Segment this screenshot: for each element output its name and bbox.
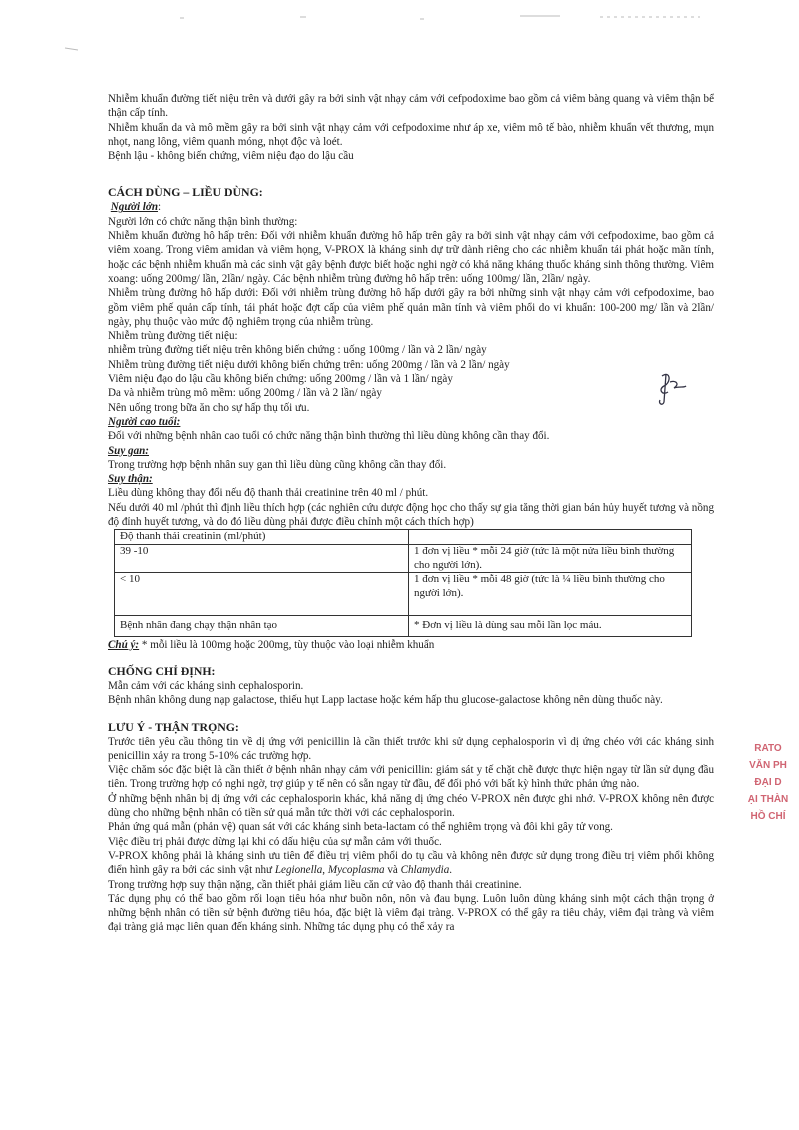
stamp-line: VĂN PH	[749, 760, 787, 771]
scan-noise-top	[0, 0, 799, 60]
note-text: * mỗi liều là 100mg hoặc 200mg, tùy thuộc vào loại nhiễm khuẩn	[139, 638, 435, 651]
contra-para: Bệnh nhân không dung nạp galactose, thiếu hụt Lapp lactase hoặc kém hấp thu glucose-galactose không nên dùng thuốc này.	[108, 694, 663, 707]
creatinine-table	[114, 529, 692, 636]
caution-para: Việc điều trị phải được dừng lại khi có dấu hiệu của sự mẫn cảm với thuốc.	[108, 835, 442, 848]
signature-mark	[650, 368, 690, 408]
table-row	[115, 616, 692, 637]
separator: ,	[322, 864, 328, 877]
dosage-para: Nhiễm trùng đường tiết niệu:	[108, 330, 238, 343]
intro-gonorrhea: Bệnh lậu - không biến chứng, viêm niệu đạo do lậu cầu	[108, 150, 354, 163]
dosage-heading: CÁCH DÙNG – LIỀU DÙNG:	[108, 185, 263, 200]
caution-para: Trong trường hợp suy thận nặng, cần thiết phải giảm liều căn cứ vào độ thanh thải creatinine.	[108, 878, 522, 891]
liver-label: Suy gan:	[108, 444, 149, 457]
note-label: Chú ý:	[108, 638, 140, 651]
stamp-line: ẠI THÀN	[747, 794, 789, 805]
liver-text: Trong trường hợp bệnh nhân suy gan thì liều dùng cũng không cần thay đổi.	[108, 458, 447, 471]
organism-chlamydia: Chlamydia	[400, 864, 450, 877]
dosage-para: Da và nhiễm trùng mô mềm: uống 200mg / lần và 2 lần/ ngày	[108, 387, 382, 400]
dosage-para: Nhiễm trùng đường tiết niệu dưới không biến chứng trên: uống 200mg / lần và 2 lần/ ngày	[108, 358, 510, 371]
contra-heading: CHỐNG CHỈ ĐỊNH:	[108, 663, 216, 678]
table-cell: 1 đơn vị liều * mỗi 48 giờ (tức là ¼ liều bình thường cho người lớn).	[409, 573, 692, 616]
elderly-label: Người cao tuổi:	[108, 415, 181, 428]
conjunction: và	[384, 864, 401, 877]
dosage-para: Nên uống trong bữa ăn cho sự hấp thụ tối ưu.	[108, 401, 310, 414]
kidney-text-1: Liều dùng không thay đổi nếu độ thanh thải creatinine trên 40 ml / phút.	[108, 487, 429, 500]
dosage-para: Nhiễm trùng đường hô hấp dưới: Đối với nhiễm trùng đường hô hấp dưới gây ra bởi những sinh vật nhạy cảm với cefpodoxime, bao gồm viêm phế quản cấp tính, tái phát hoặc đợt cấp của viêm phế quản mãn tính và viêm phổi do vi khuẩn: 100-200 mg/ lần và 2lần/ ngày, phụ thuộc vào mức độ nghiêm trọng của nhiễm trùng.	[108, 287, 714, 328]
caution-para: Tác dụng phụ có thể bao gồm rối loạn tiêu hóa như buồn nôn, nôn và đau bụng. Luôn luôn dùng kháng sinh một cách thận trọng ở những bệnh nhân có tiền sử bệnh đường tiêu hóa, đặc biệt là viêm đại tràng. V-PROX có thể gây ra tiêu chảy, viêm đại tràng và viêm đại tràng giả mạc liên quan đến kháng sinh. Những tác dụng phụ có thể xảy ra	[108, 892, 714, 934]
caution-para: Việc chăm sóc đặc biệt là cần thiết ở bệnh nhân nhạy cảm với penicillin: giám sát y tế chặt chẽ được thực hiện ngay từ lần sử dụng đầu tiên. Trong trường hợp có nghi ngờ, trợ giúp y tế nên có sẵn ngay từ đầu, để đối phó với bất kỳ hình thức phản ứng nào.	[108, 764, 714, 791]
stamp-line: RATO	[754, 743, 782, 754]
caution-text: V-PROX không phải là kháng sinh ưu tiên để điều trị viêm phổi do tụ cầu và không nên được sử dụng trong điều trị viêm phổi không điển hình gây ra bởi các sinh vật như	[108, 849, 714, 877]
table-header-row	[115, 530, 692, 545]
caution-para: Trước tiên yêu cầu thông tin về dị ứng với penicillin là cần thiết trước khi sử dụng cephalosporin vì dị ứng chéo với các kháng sinh penicillin xảy ra trong 5-10% các trường hợp.	[108, 735, 714, 762]
caution-para: Ở những bệnh nhân bị dị ứng với các cephalosporin khác, khả năng dị ứng chéo V-PROX nên được ghi nhớ. V-PROX không nên được dùng cho những bệnh nhân có tiền sử quá mẫn tức thời với các cephalosporin.	[108, 792, 714, 820]
elderly-text: Đối với những bệnh nhân cao tuổi có chức năng thận bình thường thì liều dùng không cần thay đổi.	[108, 430, 550, 443]
stamp-line: ĐẠI D	[754, 777, 782, 788]
table-cell: 39 -10	[115, 544, 409, 572]
dosage-para: nhiễm trùng đường tiết niệu trên không biến chứng : uống 100mg / lần và 2 lần/ ngày	[108, 344, 487, 357]
document-page	[108, 92, 714, 935]
contra-para: Mẫn cảm với các kháng sinh cephalosporin.	[108, 679, 304, 692]
dosage-para: Người lớn có chức năng thận bình thường:	[108, 215, 298, 228]
period: .	[449, 864, 453, 877]
table-cell: Bệnh nhân đang chạy thận nhân tạo	[115, 616, 409, 637]
intro-urinary: Nhiễm khuẩn đường tiết niệu trên và dưới gây ra bởi sinh vật nhạy cảm với cefpodoxime bao gồm cả viêm bàng quang và viêm thận bể thận cấp tính.	[108, 93, 714, 120]
dosage-para: Viêm niệu đạo do lậu cầu không biến chứng: uống 200mg / lần và 1 lần/ ngày	[108, 373, 453, 386]
adults-label: Người lớn	[110, 201, 159, 214]
table-row	[115, 544, 692, 572]
table-cell: 1 đơn vị liều * mỗi 24 giờ (tức là một nửa liều bình thường cho người lớn).	[409, 544, 692, 572]
dosage-para: Nhiễm khuẩn đường hô hấp trên: Đối với nhiễm khuẩn đường hô hấp trên gây ra bởi sinh vật nhạy cảm với cefpodoxime, bao gồm cả viêm xoang. Trong viêm amidan và viêm họng, V-PROX là kháng sinh dự trữ dành riêng cho các nhiễm khuẩn tái phát hoặc mãn tính, hoặc các bệnh nhiễm khuẩn mà các sinh vật gây bệnh được biết hoặc nghi ngờ có khả năng kháng thuốc kháng sinh thông thường. Viêm xoang: uống 200mg/ lần, 2lần/ ngày. Các bệnh nhiễm trùng đường hô hấp trên: uống 100mg/ lần, 2lần/ ngày.	[108, 230, 714, 285]
adults-colon: :	[158, 201, 162, 214]
table-row	[115, 573, 692, 616]
stamp-line: HỒ CHÍ	[750, 811, 786, 822]
table-header-empty	[409, 530, 692, 545]
note-line	[108, 638, 714, 652]
intro-skin: Nhiễm khuẩn da và mô mềm gây ra bởi sinh vật nhạy cảm với cefpodoxime như áp xe, viêm mô tế bào, nhiễm khuẩn vết thương, mụn nhọt, nang lông, viêm quanh móng, nhọt độc và loét.	[108, 121, 714, 148]
table-cell: * Đơn vị liều là dùng sau mỗi lần lọc máu.	[409, 616, 692, 637]
table-header: Độ thanh thải creatinin (ml/phút)	[115, 530, 409, 545]
kidney-label: Suy thận:	[108, 473, 153, 486]
caution-para-organisms	[108, 849, 714, 878]
adults-label-line	[108, 200, 714, 214]
organism-legionella: Legionella	[274, 864, 323, 877]
kidney-text-2: Nếu dưới 40 ml /phút thì định liều thích hợp (các nghiên cứu dược động học cho thấy sự gia tăng thời gian bán hủy huyết tương và nồng độ đỉnh huyết tương, và do đó liều dùng phải được điều chỉnh một cách thích hợp)	[108, 501, 714, 529]
organism-mycoplasma: Mycoplasma	[327, 864, 385, 877]
table-cell: < 10	[115, 573, 409, 616]
office-stamp	[737, 740, 799, 850]
caution-heading: LƯU Ý - THẬN TRỌNG:	[108, 719, 239, 734]
caution-para: Phản ứng quá mẫn (phản vệ) quan sát với các kháng sinh beta-lactam có thể nghiêm trọng và đôi khi gây tử vong.	[108, 821, 613, 834]
